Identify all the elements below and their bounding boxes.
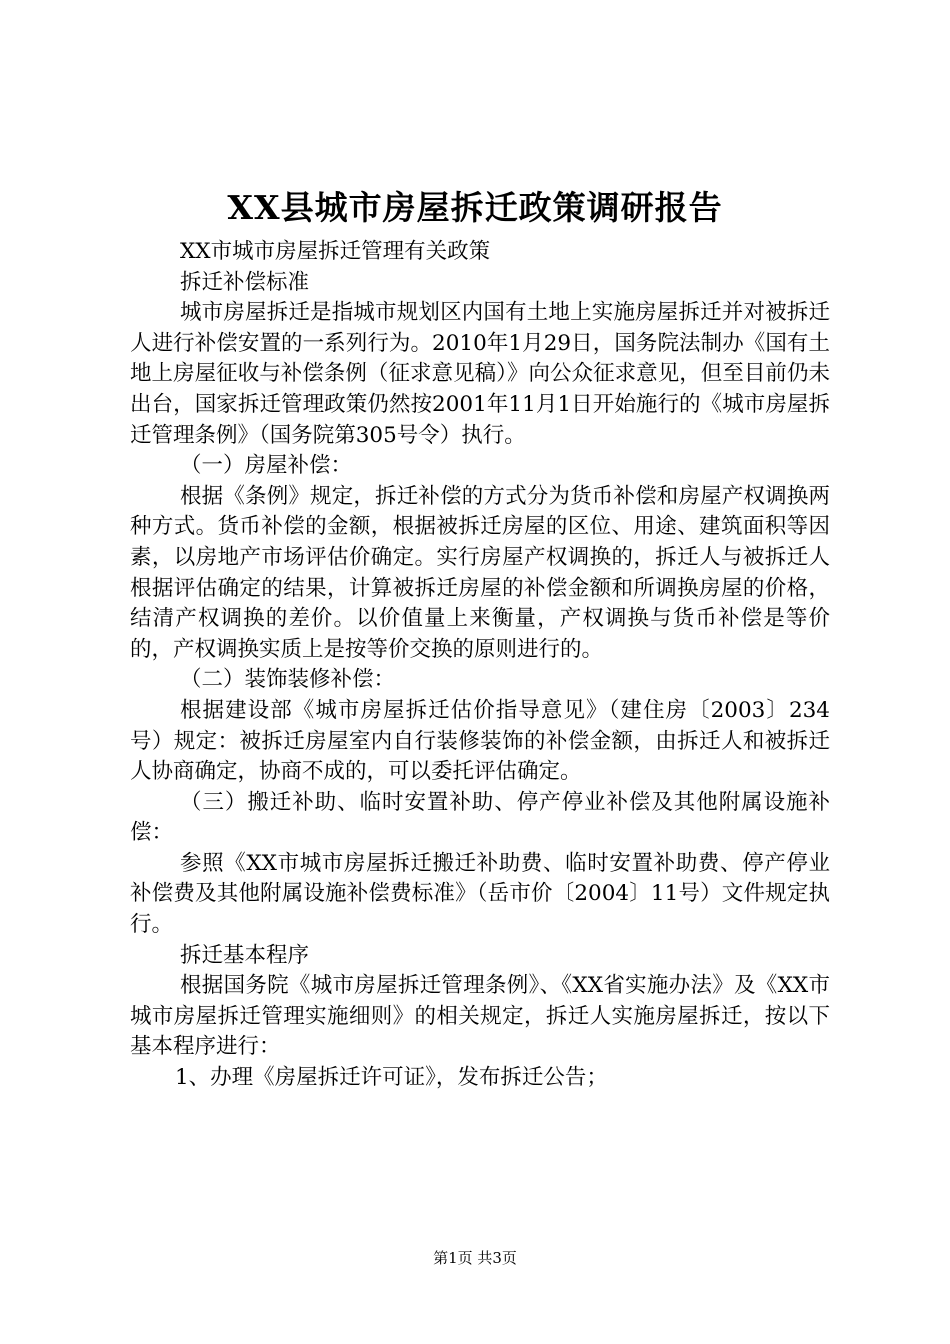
document-subheading: XX市城市房屋拆迁管理有关政策 [180, 239, 491, 264]
procedure-intro-paragraph: 根据国务院《城市房屋拆迁管理条例》、《XX省实施办法》及《XX市城市房屋拆迁管理实施细则》的相关规定，拆迁人实施房屋拆迁，按以下基本程序进行： [130, 973, 830, 1060]
item-paragraph-relocation-subsidy: 参照《XX市城市房屋拆迁搬迁补助费、临时安置补助费、停产停业补偿费及其他附属设施补偿费标准》（岳市价〔2004〕11号）文件规定执行。 [130, 850, 830, 938]
item-heading-house-compensation: （一）房屋补偿： [180, 453, 353, 479]
page-number-footer: 第1页 共3页 [433, 1249, 517, 1267]
item-paragraph-decoration-compensation: 根据建设部《城市房屋拆迁估价指导意见》（建住房〔2003〕234号）规定：被拆迁房屋室内自行装修装饰的补偿金额，由拆迁人和被拆迁人协商确定，协商不成的，可以委托评估确定。 [130, 697, 830, 785]
document-body [130, 237, 830, 1094]
item-heading-relocation-subsidy: （三）搬迁补助、临时安置补助、停产停业补偿及其他附属设施补偿： [130, 789, 830, 846]
item-heading-decoration-compensation: （二）装饰装修补偿： [180, 667, 396, 693]
document-title: XX县城市房屋拆迁政策调研报告 [227, 188, 723, 227]
item-paragraph-house-compensation: 根据《条例》规定，拆迁补偿的方式分为货币补偿和房屋产权调换两种方式。货币补偿的金额，根据被拆迁房屋的区位、用途、建筑面积等因素，以房地产市场评估价确定。实行房屋产权调换的，拆迁人与被拆迁人根据评估确定的结果，计算被拆迁房屋的补偿金额和所调换房屋的价格，结清产权调换的差价。以价值量上来衡量，产权调换与货币补偿是等价的，产权调换实质上是按等价交换的原则进行的。 [130, 483, 830, 662]
section-heading-compensation: 拆迁补偿标准 [180, 269, 310, 295]
intro-paragraph: 城市房屋拆迁是指城市规划区内国有土地上实施房屋拆迁并对被拆迁人进行补偿安置的一系列行为。2010年1月29日，国务院法制办《国有土地上房屋征收与补偿条例（征求意见稿）》向公众征求意见，但至目前仍未出台，国家拆迁管理政策仍然按2001年11月1日开始施行的《城市房屋拆迁管理条例》（国务院第305号令）执行。 [130, 300, 830, 448]
section-heading-procedure: 拆迁基本程序 [180, 942, 310, 968]
procedure-step-1: 1、办理《房屋拆迁许可证》，发布拆迁公告； [175, 1065, 608, 1091]
